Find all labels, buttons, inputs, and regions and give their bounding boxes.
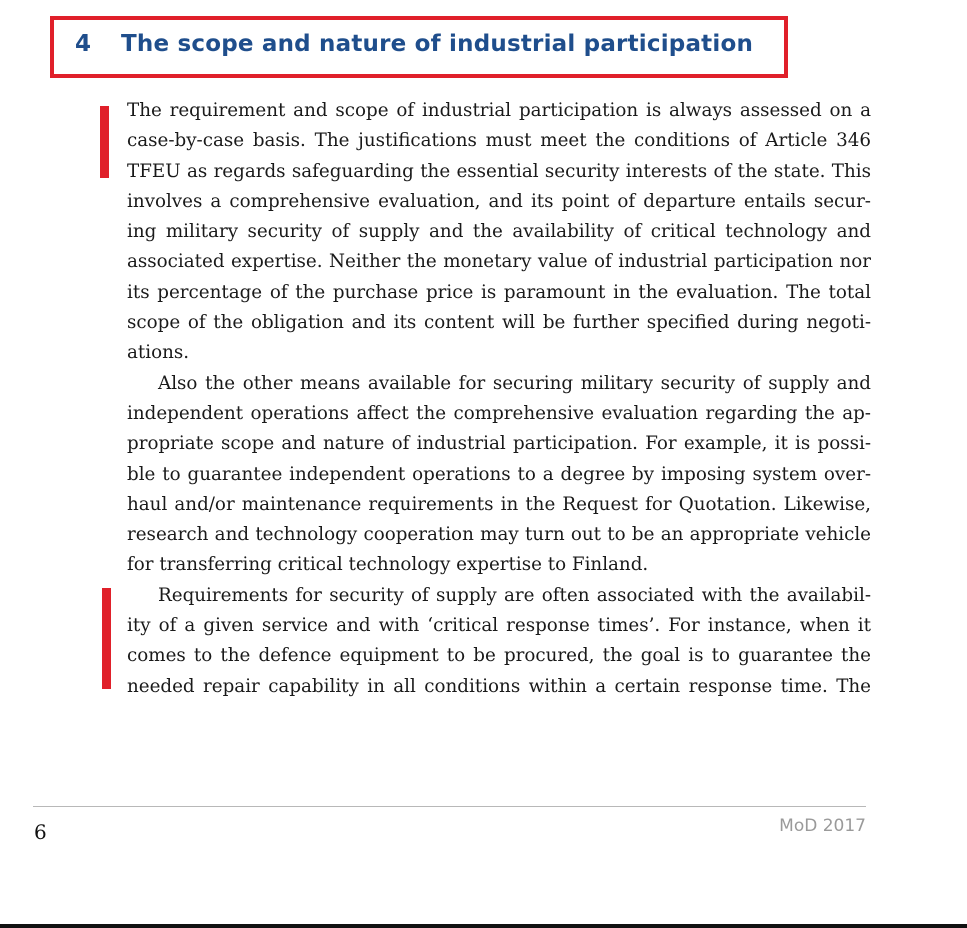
section-heading (75, 31, 753, 57)
text-line: ing military security of supply and the availability of critical technology and (127, 221, 871, 243)
footer-divider (33, 806, 866, 807)
section-title: The scope and nature of industrial participation (121, 31, 754, 57)
footer-credit: MoD 2017 (779, 816, 866, 836)
text-line: ble to guarantee independent operations to a degree by imposing system over- (127, 463, 871, 485)
text-line: for transferring critical technology expertise to Finland. (127, 554, 649, 576)
text-line: The requirement and scope of industrial participation is always assessed on a (127, 100, 871, 121)
text-line: ity of a given service and with ‘critical response times’. For instance, when it (127, 615, 871, 637)
text-line: independent operations affect the comprehensive evaluation regarding the ap- (127, 402, 871, 424)
text-line: its percentage of the purchase price is paramount in the evaluation. The total (127, 281, 871, 303)
text-line: needed repair capability in all conditions within a certain response time. The (127, 675, 871, 697)
text-line: associated expertise. Neither the monetary value of industrial participation nor (127, 251, 871, 273)
change-marker-bar (100, 106, 109, 178)
text-line: scope of the obligation and its content will be further specified during negoti- (127, 312, 871, 334)
change-marker-bar (102, 588, 111, 689)
text-line: TFEU as regards safeguarding the essential security interests of the state. This (127, 160, 871, 182)
text-line: propriate scope and nature of industrial participation. For example, it is possi- (127, 433, 871, 455)
text-line: involves a comprehensive evaluation, and its point of departure entails secur- (127, 190, 871, 212)
page-number: 6 (34, 820, 47, 844)
section-number: 4 (75, 31, 92, 57)
text-line: Requirements for security of supply are often associated with the availabil- (158, 584, 871, 606)
text-line: haul and/or maintenance requirements in the Request for Quotation. Likewise, (127, 493, 871, 515)
bottom-border (0, 924, 967, 928)
text-line: case-by-case basis. The justifications must meet the conditions of Article 346 (127, 130, 871, 152)
text-line: comes to the defence equipment to be procured, the goal is to guarantee the (127, 645, 871, 667)
body-text (127, 96, 871, 702)
text-line: research and technology cooperation may turn out to be an appropriate vehicle (127, 524, 871, 546)
text-line: ations. (127, 342, 190, 364)
text-line: Also the other means available for securing military security of supply and (158, 372, 871, 394)
